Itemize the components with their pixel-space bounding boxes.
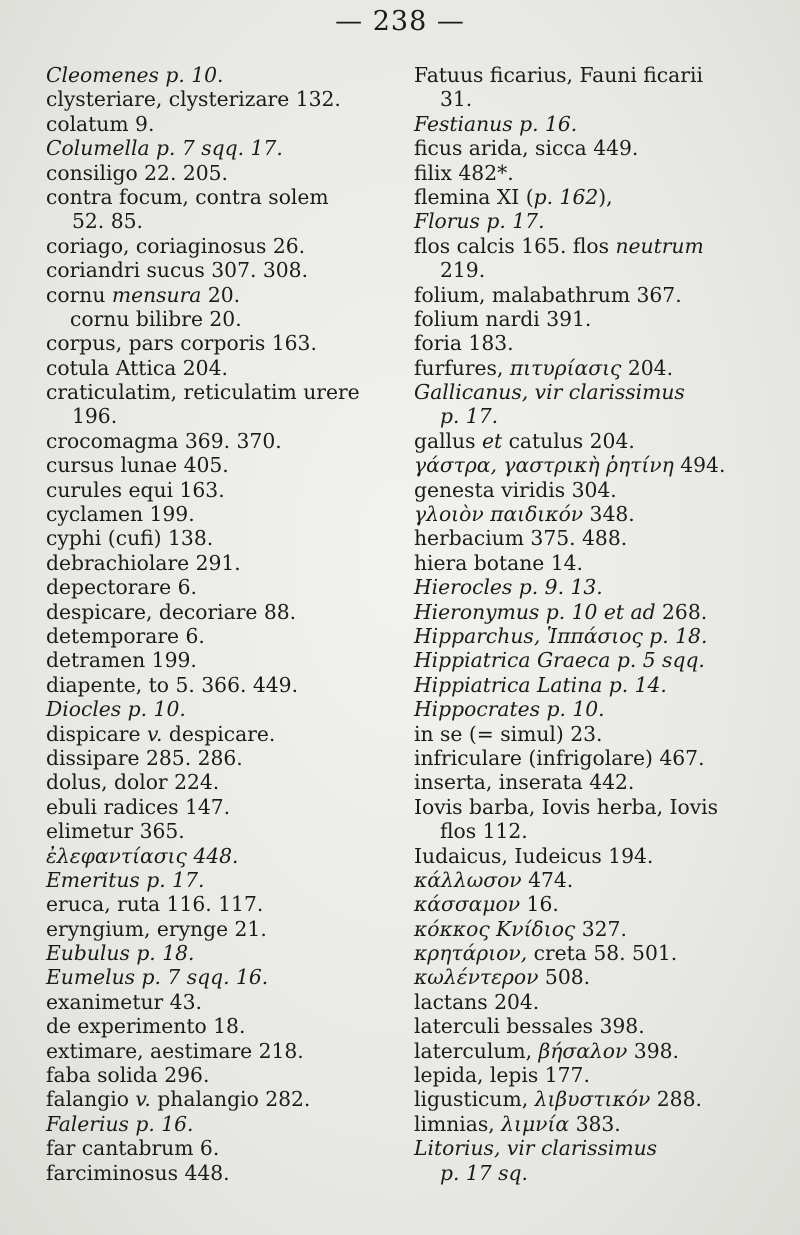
index-entry: 52. 85. <box>72 209 143 234</box>
index-entry: detramen 199. <box>46 648 197 673</box>
index-entry: eruca, ruta 116. 117. <box>46 892 264 917</box>
index-entry: infriculare (infrigolare) 467. <box>414 745 705 770</box>
index-entry: κρητάριον, creta 58. 501. <box>414 941 678 966</box>
index-entry: exanimetur 43. <box>46 989 202 1014</box>
index-entry: folium nardi 391. <box>414 306 592 331</box>
index-entry: despicare, decoriare 88. <box>46 599 297 624</box>
index-entry: foria 183. <box>414 331 514 356</box>
index-entry: laterculi bessales 398. <box>414 1014 645 1039</box>
index-entry: lactans 204. <box>414 989 540 1014</box>
index-entry: falangio v. phalangio 282. <box>46 1087 311 1112</box>
index-entry: Columella p. 7 sqq. 17. <box>46 136 283 161</box>
index-entry: Hippiatrica Graeca p. 5 sqq. <box>414 648 705 673</box>
index-column-left <box>46 63 394 1185</box>
index-entry: Gallicanus, vir clarissimus <box>414 380 685 405</box>
index-entry: κωλέντερον 508. <box>414 965 591 990</box>
index-entry: κάσσαμον 16. <box>414 892 559 917</box>
index-entry: furfures, πιτυρίασις 204. <box>414 355 674 380</box>
index-entry: p. 17. <box>440 404 499 429</box>
index-entry: Diocles p. 10. <box>46 697 186 722</box>
index-entry: Hippocrates p. 10. <box>414 697 605 722</box>
index-entry: κόκκος Κνίδιος 327. <box>414 916 627 941</box>
index-entry: coriago, coriaginosus 26. <box>46 233 306 258</box>
index-entry: lepida, lepis 177. <box>414 1063 590 1088</box>
index-entry: Florus p. 17. <box>414 209 545 234</box>
index-entry: inserta, inserata 442. <box>414 770 635 795</box>
index-entry: folium, malabathrum 367. <box>414 282 682 307</box>
index-entry: clysteriare, clysterizare 132. <box>46 87 341 112</box>
index-entry: flos calcis 165. flos neutrum <box>414 233 704 258</box>
index-column-right <box>414 63 760 1185</box>
index-entry: coriandri sucus 307. 308. <box>46 258 309 283</box>
index-entry: de experimento 18. <box>46 1014 246 1039</box>
index-entry: ligusticum, λιβυστικόν 288. <box>414 1087 702 1112</box>
index-entry: κάλλωσον 474. <box>414 867 574 892</box>
index-entry: Hippiatrica Latina p. 14. <box>414 672 667 697</box>
index-entry: flos 112. <box>440 819 528 844</box>
index-entry: Hipparchus, Ἱππάσιος p. 18. <box>414 623 708 648</box>
index-entry: corpus, pars corporis 163. <box>46 331 317 356</box>
index-entry: Falerius p. 16. <box>46 1111 194 1136</box>
index-entry: filix 482*. <box>414 160 514 185</box>
index-entry: detemporare 6. <box>46 623 205 648</box>
index-entry: Festianus p. 16. <box>414 111 578 136</box>
index-entry: consiligo 22. 205. <box>46 160 228 185</box>
index-entry: γάστρα, γαστρικὴ ῥητίνη 494. <box>414 453 726 478</box>
index-entry: laterculum, βήσαλον 398. <box>414 1038 679 1063</box>
index-entry: Iovis barba, Iovis herba, Iovis <box>414 794 719 819</box>
index-entry: hiera botane 14. <box>414 550 583 575</box>
index-entry: 196. <box>72 404 118 429</box>
index-entry: gallus et catulus 204. <box>414 428 635 453</box>
index-entry: Iudaicus, Iudeicus 194. <box>414 843 654 868</box>
index-entry: dissipare 285. 286. <box>46 745 243 770</box>
index-entry: cornu bilibre 20. <box>70 306 242 331</box>
index-entry: craticulatim, reticulatim urere <box>46 380 360 405</box>
index-entry: cornu mensura 20. <box>46 282 241 307</box>
index-entry: farciminosus 448. <box>46 1160 230 1185</box>
index-entry: diapente, to 5. 366. 449. <box>46 672 299 697</box>
index-entry: Eumelus p. 7 sqq. 16. <box>46 965 269 990</box>
index-entry: elimetur 365. <box>46 819 185 844</box>
index-entry: Litorius, vir clarissimus <box>414 1136 658 1161</box>
index-entry: Cleomenes p. 10. <box>46 63 224 87</box>
index-entry: eryngium, erynge 21. <box>46 916 267 941</box>
index-entry: curules equi 163. <box>46 477 225 502</box>
index-entry: ἐλεφαντίασις 448. <box>46 843 239 868</box>
index-entry: in se (= simul) 23. <box>414 721 603 746</box>
index-entry: dolus, dolor 224. <box>46 770 220 795</box>
index-entry: Emeritus p. 17. <box>46 867 205 892</box>
index-entry: p. 17 sq. <box>440 1160 528 1185</box>
index-entry: 219. <box>440 258 486 283</box>
index-entry: extimare, aestimare 218. <box>46 1038 304 1063</box>
index-entry: Eubulus p. 18. <box>46 941 195 966</box>
page-number: — 238 — <box>335 6 465 37</box>
index-entry: 31. <box>440 87 473 112</box>
index-entry: limnias, λιμνία 383. <box>414 1111 621 1136</box>
index-entry: Hieronymus p. 10 et ad 268. <box>414 599 708 624</box>
index-entry: Hierocles p. 9. 13. <box>414 575 603 600</box>
index-entry: ficus arida, sicca 449. <box>414 136 639 161</box>
index-entry: γλοιὸν παιδικόν 348. <box>414 502 635 527</box>
index-entry: contra focum, contra solem <box>46 184 329 209</box>
index-entry: far cantabrum 6. <box>46 1136 220 1161</box>
index-entry: crocomagma 369. 370. <box>46 428 282 453</box>
index-entry: Fatuus ficarius, Fauni ficarii <box>414 63 703 87</box>
index-entry: cyclamen 199. <box>46 502 195 527</box>
index-entry: dispicare v. despicare. <box>46 721 276 746</box>
index-entry: flemina XI (p. 162), <box>414 184 613 209</box>
index-entry: colatum 9. <box>46 111 155 136</box>
index-entry: debrachiolare 291. <box>46 550 241 575</box>
index-entry: genesta viridis 304. <box>414 477 617 502</box>
index-entry: faba solida 296. <box>46 1063 210 1088</box>
index-entry: depectorare 6. <box>46 575 197 600</box>
index-entry: cotula Attica 204. <box>46 355 228 380</box>
index-entry: herbacium 375. 488. <box>414 526 628 551</box>
index-entry: cursus lunae 405. <box>46 453 229 478</box>
index-entry: cyphi (cufi) 138. <box>46 526 214 551</box>
index-entry: ebuli radices 147. <box>46 794 231 819</box>
